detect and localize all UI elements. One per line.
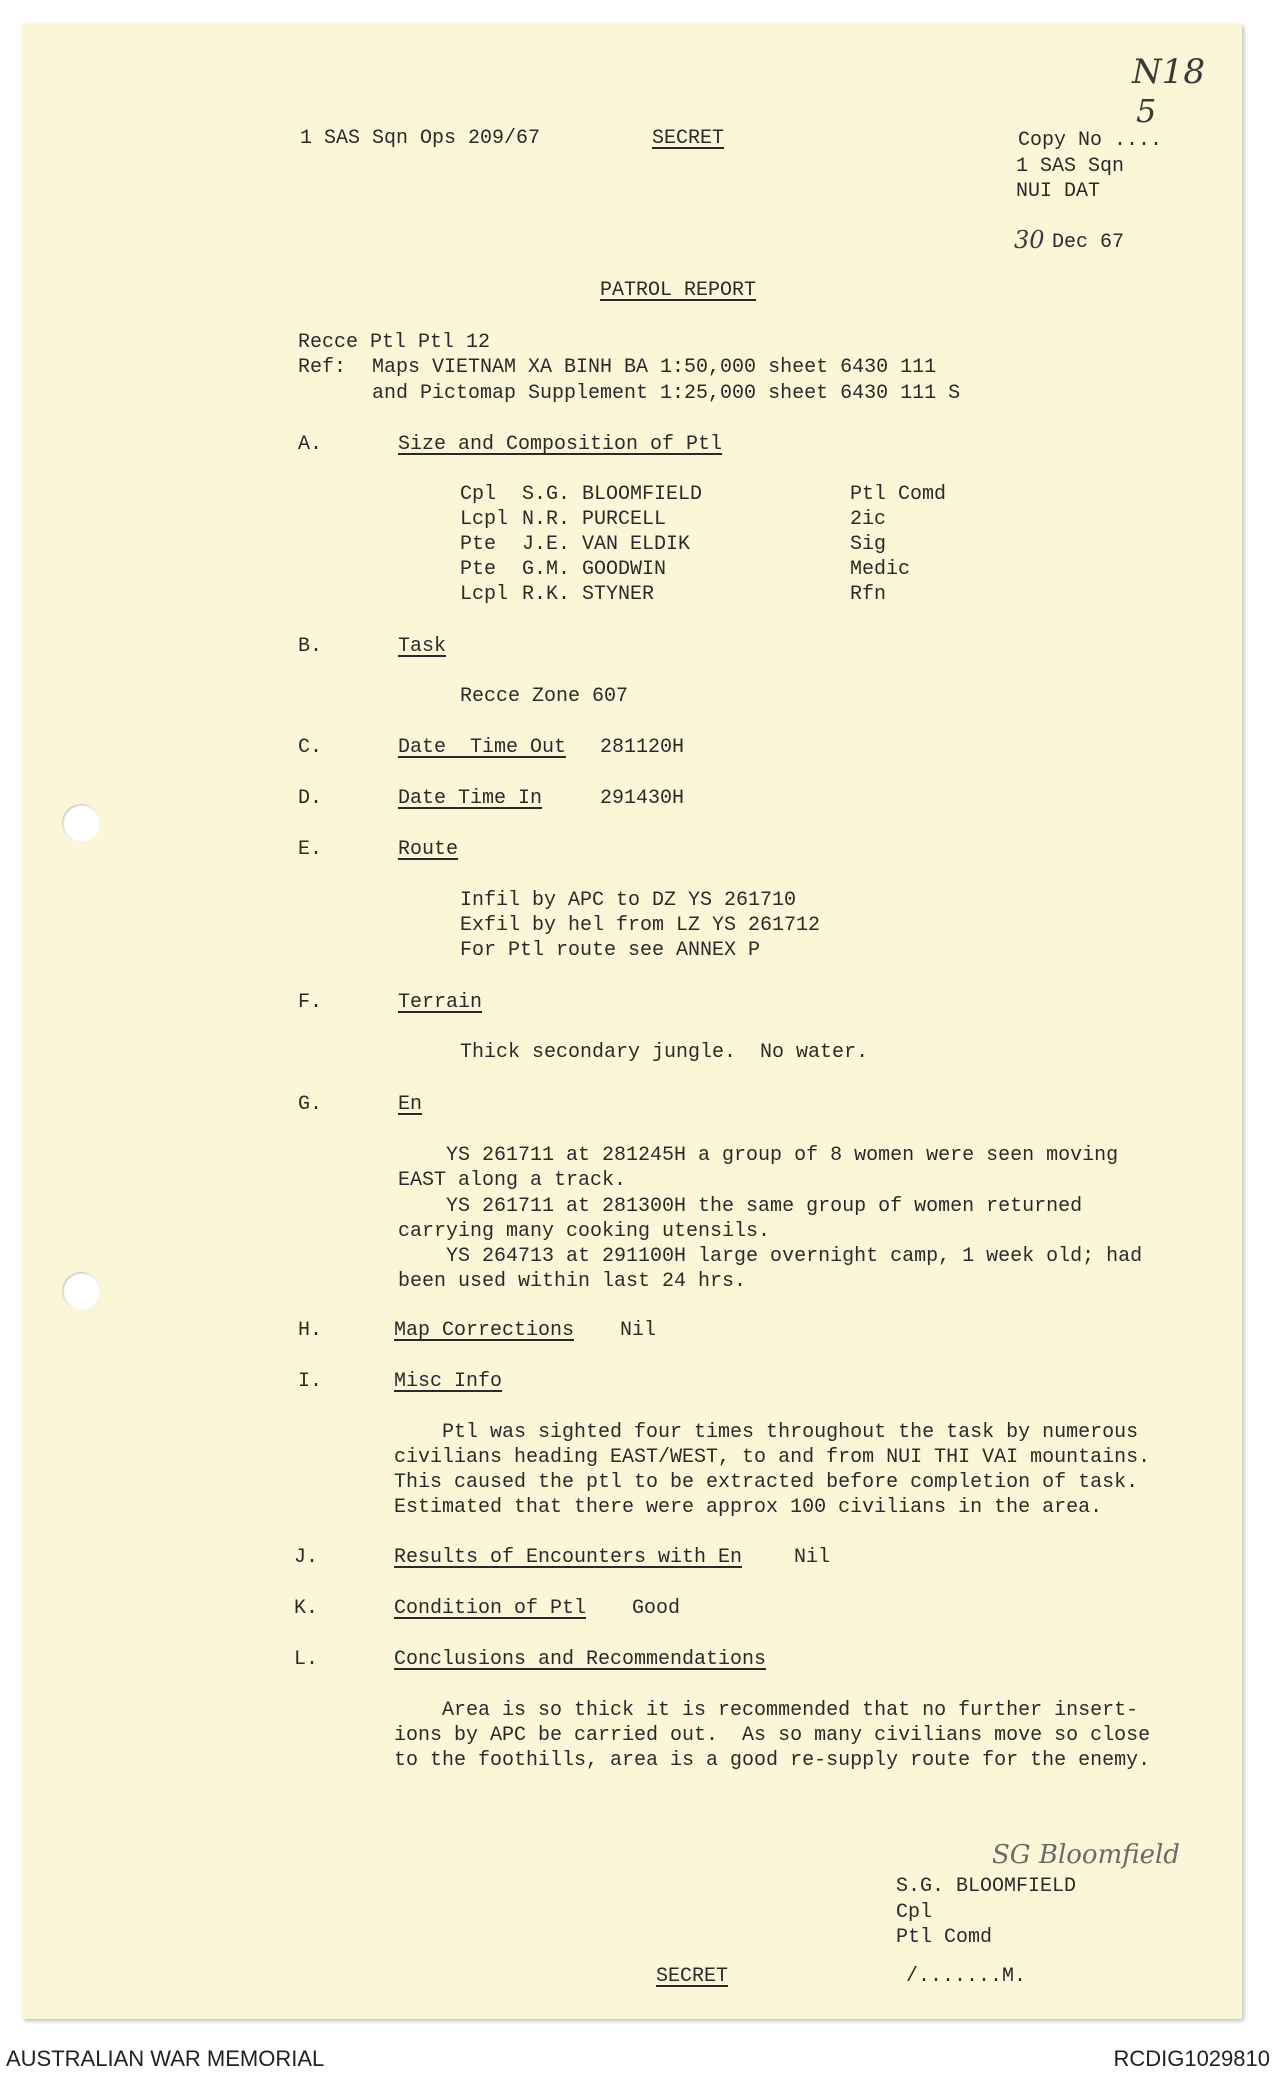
signatory-rank: Cpl <box>896 1901 933 1924</box>
map-reference-1: Maps VIETNAM XA BINH BA 1:50,000 sheet 6430 111 <box>372 356 937 379</box>
section-l-letter: L. <box>294 1648 319 1671</box>
signatory-appointment: Ptl Comd <box>896 1926 993 1949</box>
section-b-heading: Task <box>398 635 447 658</box>
report-title: PATROL REPORT <box>600 279 757 302</box>
enemy-line: YS 261711 at 281300H the same group of women returned <box>398 1195 1083 1218</box>
copy-number: Copy No .... <box>1018 129 1163 152</box>
member-name: N.R. PURCELL <box>522 508 667 531</box>
route-line: For Ptl route see ANNEX P <box>460 939 761 962</box>
route-line: Infil by APC to DZ YS 261710 <box>460 889 797 912</box>
signature-handwritten: SG Bloomfield <box>992 1840 1180 1870</box>
member-name: S.G. BLOOMFIELD <box>522 483 703 506</box>
member-role: 2ic <box>850 508 887 531</box>
member-rank: Pte <box>460 533 497 556</box>
section-i-letter: I. <box>298 1370 323 1393</box>
task-body: Recce Zone 607 <box>460 685 629 708</box>
section-f-letter: F. <box>298 991 323 1014</box>
section-h-letter: H. <box>298 1319 323 1342</box>
condition-value: Good <box>632 1597 681 1620</box>
ops-reference: 1 SAS Sqn Ops 209/67 <box>300 127 541 150</box>
encounters-value: Nil <box>794 1546 831 1569</box>
member-rank: Pte <box>460 558 497 581</box>
punch-hole-bottom <box>62 1272 100 1310</box>
section-e-heading: Route <box>398 838 459 861</box>
misc-info-line: Estimated that there were approx 100 civilians in the area. <box>394 1496 1103 1519</box>
enemy-line: YS 264713 at 291100H large overnight camp, 1 week old; had <box>398 1245 1143 1268</box>
enemy-line: carrying many cooking utensils. <box>398 1220 771 1243</box>
file-number-handwritten: N18 <box>1132 52 1206 92</box>
terrain-body: Thick secondary jungle. No water. <box>460 1041 869 1064</box>
member-role: Rfn <box>850 583 887 606</box>
enemy-line: YS 261711 at 281245H a group of 8 women were seen moving <box>398 1144 1119 1167</box>
enemy-line: EAST along a track. <box>398 1169 627 1192</box>
section-a-heading: Size and Composition of Ptl <box>398 433 723 456</box>
member-name: G.M. GOODWIN <box>522 558 667 581</box>
time-in-value: 291430H <box>600 787 685 810</box>
section-j-heading: Results of Encounters with En <box>394 1546 743 1569</box>
conclusions-line: to the foothills, area is a good re-supply route for the enemy. <box>394 1749 1151 1772</box>
map-corrections-value: Nil <box>620 1319 657 1342</box>
archive-label: AUSTRALIAN WAR MEMORIAL <box>6 2046 325 2071</box>
section-d-letter: D. <box>298 787 323 810</box>
section-k-heading: Condition of Ptl <box>394 1597 587 1620</box>
date-day-handwritten: 30 <box>1014 226 1045 254</box>
conclusions-line: ions by APC be carried out. As so many civilians move so close <box>394 1724 1151 1747</box>
section-g-letter: G. <box>298 1093 323 1116</box>
section-d-heading: Date Time In <box>398 787 543 810</box>
report-date: Dec 67 <box>1052 231 1125 254</box>
member-role: Ptl Comd <box>850 483 947 506</box>
member-rank: Lcpl <box>460 583 509 606</box>
section-f-heading: Terrain <box>398 991 483 1014</box>
ref-label: Ref: <box>298 356 347 379</box>
section-l-heading: Conclusions and Recommendations <box>394 1648 767 1671</box>
classification-top: SECRET <box>652 127 725 150</box>
section-c-heading: Date Time Out <box>398 736 567 759</box>
member-name: R.K. STYNER <box>522 583 655 606</box>
section-e-letter: E. <box>298 838 323 861</box>
section-k-letter: K. <box>294 1597 319 1620</box>
member-rank: Lcpl <box>460 508 509 531</box>
signature-reference: /.......M. <box>906 1965 1027 1988</box>
member-role: Medic <box>850 558 911 581</box>
copy-number-handwritten: 5 <box>1136 92 1157 130</box>
section-g-heading: En <box>398 1093 423 1116</box>
section-j-letter: J. <box>294 1546 319 1569</box>
patrol-designation: Recce Ptl Ptl 12 <box>298 331 491 354</box>
enemy-line: been used within last 24 hrs. <box>398 1270 747 1293</box>
signatory-name: S.G. BLOOMFIELD <box>896 1875 1077 1898</box>
route-line: Exfil by hel from LZ YS 261712 <box>460 914 821 937</box>
member-name: J.E. VAN ELDIK <box>522 533 691 556</box>
punch-hole-top <box>62 804 100 842</box>
section-i-heading: Misc Info <box>394 1370 503 1393</box>
section-c-letter: C. <box>298 736 323 759</box>
misc-info-line: Ptl was sighted four times throughout the task by numerous <box>394 1421 1139 1444</box>
member-role: Sig <box>850 533 887 556</box>
section-b-letter: B. <box>298 635 323 658</box>
location: NUI DAT <box>1016 180 1101 203</box>
unit: 1 SAS Sqn <box>1016 155 1125 178</box>
section-a-letter: A. <box>298 433 323 456</box>
conclusions-line: Area is so thick it is recommended that no further insert- <box>394 1699 1139 1722</box>
misc-info-line: This caused the ptl to be extracted before completion of task. <box>394 1471 1139 1494</box>
misc-info-line: civilians heading EAST/WEST, to and from NUI THI VAI mountains. <box>394 1446 1151 1469</box>
member-rank: Cpl <box>460 483 497 506</box>
map-reference-2: and Pictomap Supplement 1:25,000 sheet 6430 111 S <box>372 382 961 405</box>
section-h-heading: Map Corrections <box>394 1319 575 1342</box>
classification-bottom: SECRET <box>656 1965 729 1988</box>
time-out-value: 281120H <box>600 736 685 759</box>
archive-id: RCDIG1029810 <box>1113 2046 1270 2071</box>
